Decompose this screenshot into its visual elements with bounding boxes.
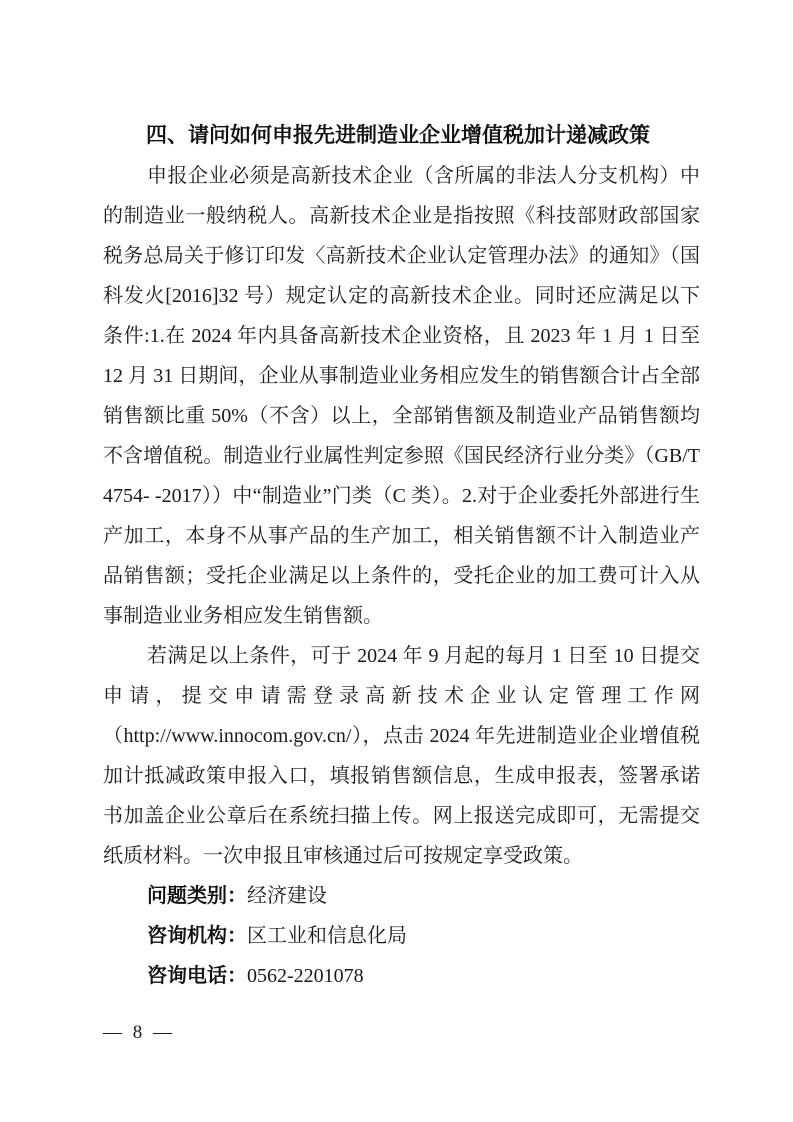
meta-consulting-agency-label: 咨询机构： xyxy=(147,925,247,947)
meta-consulting-phone-label: 咨询电话： xyxy=(147,965,247,987)
meta-consulting-phone-value: 0562-2201078 xyxy=(247,965,364,987)
paragraph-eligibility-conditions: 申报企业必须是高新技术企业（含所属的非法人分支机构）中的制造业一般纳税人。高新技术企业是指按照《科技部财政部国家税务总局关于修订印发〈高新技术企业认定管理办法》的通知》（国科发火[2016]32 号）规定认定的高新技术企业。同时还应满足以下条件:1.在 2024 年内具备高新技术企业资格，且 2023 年 1 月 1 日至 12 月 31 日期间，企业从事制造业业务相应发生的销售额合计占全部销售额比重 50%（不含）以上，全部销售额及制造业产品销售额均不含增值税。制造业行业属性判定参照《国民经济行业分类》（GB/T 4754- -2017））中“制造业”门类（C 类）。2.对于企业委托外部进行生产加工，本身不从事产品的生产加工，相关销售额不计入制造业产品销售额；受托企业满足以上条件的，受托企业的加工费可计入从事制造业业务相应发生销售额。 xyxy=(103,165,700,627)
meta-question-category xyxy=(103,876,700,916)
meta-consulting-agency xyxy=(103,916,700,956)
paragraph-application-procedure: 若满足以上条件，可于 2024 年 9 月起的每月 1 日至 10 日提交申请，提交申请需登录高新技术企业认定管理工作网（http://www.innocom.gov.cn/），点击 2024 年先进制造业企业增值税加计抵减政策申报入口，填报销售额信息，生成申报表，签署承诺书加盖企业公章后在系统扫描上传。网上报送完成即可，无需提交纸质材料。一次申报且审核通过后可按规定享受政策。 xyxy=(103,645,700,867)
meta-consulting-phone xyxy=(103,956,700,996)
page-number: — 8 — xyxy=(103,1022,175,1043)
meta-question-category-label: 问题类别： xyxy=(147,885,247,907)
meta-consulting-agency-value: 区工业和信息化局 xyxy=(247,925,407,947)
meta-question-category-value: 经济建设 xyxy=(247,885,327,907)
document-body xyxy=(103,116,700,996)
section-heading: 四、请问如何申报先进制造业企业增值税加计递减政策 xyxy=(146,124,650,147)
